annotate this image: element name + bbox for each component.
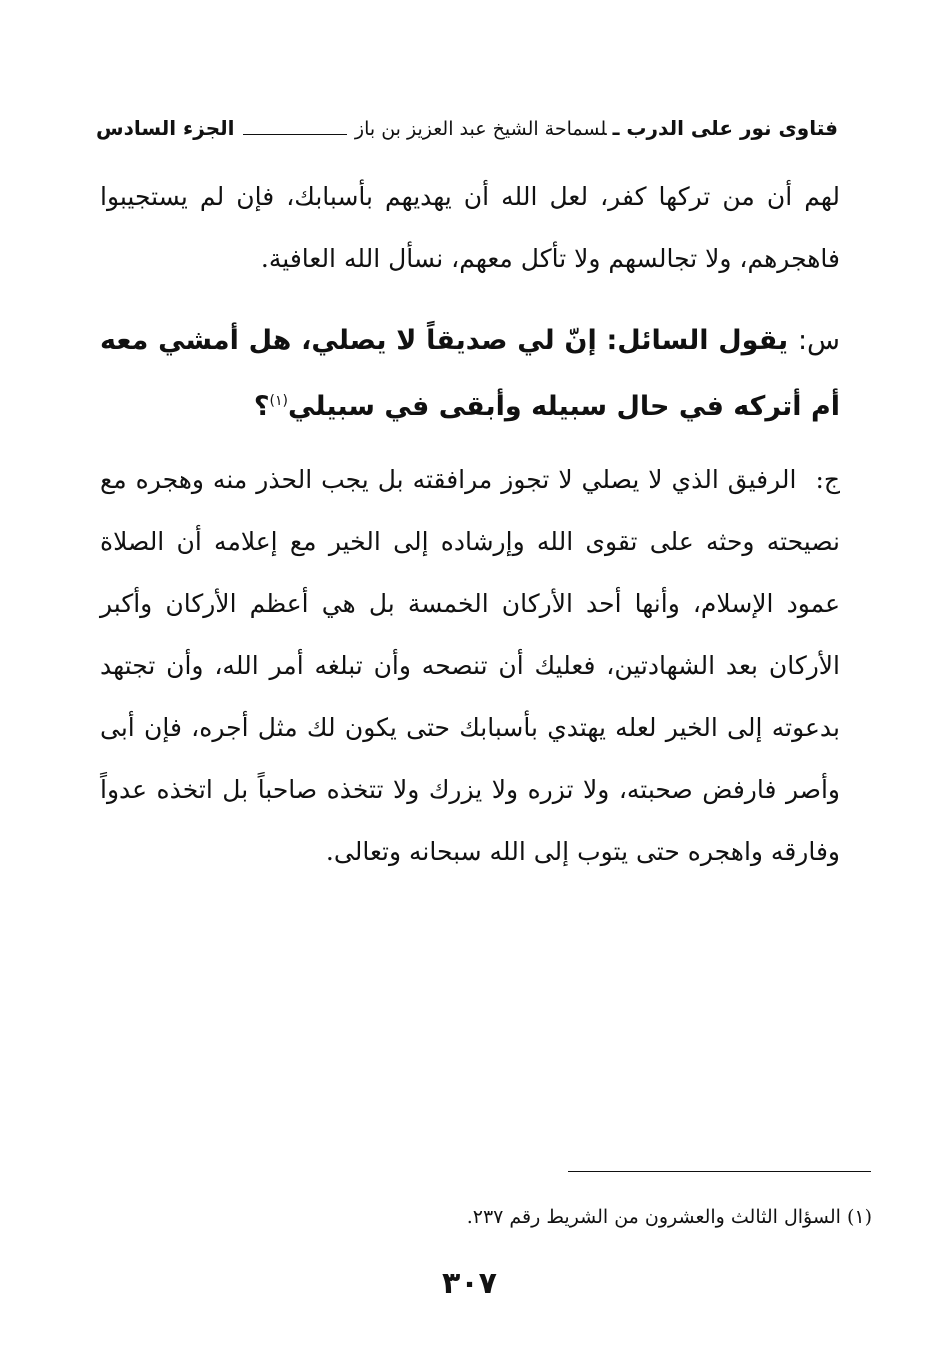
header-author: لسماحة الشيخ عبد العزيز بن باز	[354, 118, 607, 140]
question-end-mark: ؟	[253, 391, 270, 422]
answer-lead: ج:	[815, 465, 840, 494]
header-part: الجزء السادس	[96, 116, 235, 140]
question-lead: س:	[797, 325, 840, 356]
question-text: يقول السائل: إنّ لي صديقاً لا يصلي، هل أمشي معه أم أتركه في حال سبيله وأبقى في سبيلي	[100, 325, 840, 422]
footnote-reference: (١)	[269, 393, 289, 409]
answer-paragraph	[100, 449, 840, 883]
footnote-text: السؤال الثالث والعشرون من الشريط رقم ٢٣٧.	[466, 1206, 841, 1228]
page-number: ٣٠٧	[442, 1266, 497, 1301]
intro-paragraph: لهم أن من تركها كفر، لعل الله أن يهديهم بأسبابك، فإن لم يستجيبوا فاهجرهم، ولا تجالسهم ولا تأكل معهم، نسأل الله العافية.	[100, 182, 840, 273]
footnote	[300, 1202, 872, 1232]
running-header	[96, 108, 838, 148]
question-paragraph	[100, 308, 840, 440]
footnote-separator	[568, 1171, 871, 1172]
answer-text: الرفيق الذي لا يصلي لا تجوز مرافقته بل يجب الحذر منه وهجره مع نصيحته وحثه على تقوى الله وإرشاده إلى الخير مع إعلامه أن الصلاة عمود الإسلام، وأنها أحد الأركان الخمسة بل هي أعظم الأركان وأكبر الأركان بعد الشهادتين، فعليك أن تنصحه وأن تبلغه أمر الله، وأن تجتهد بدعوته إلى الخير لعله يهتدي بأسبابك حتى يكون لك مثل أجره، فإن أبى وأصر فارفض صحبته، ولا تزره ولا يزرك ولا تتخذه صاحباً بل اتخذه عدواً وفارقه واهجره حتى يتوب إلى الله سبحانه وتعالى.	[100, 465, 840, 866]
header-rule	[243, 134, 347, 135]
footnote-marker: (١)	[846, 1206, 872, 1228]
header-book-author	[355, 116, 838, 140]
header-book-title: فتاوى نور على الدرب ـ	[612, 116, 838, 140]
